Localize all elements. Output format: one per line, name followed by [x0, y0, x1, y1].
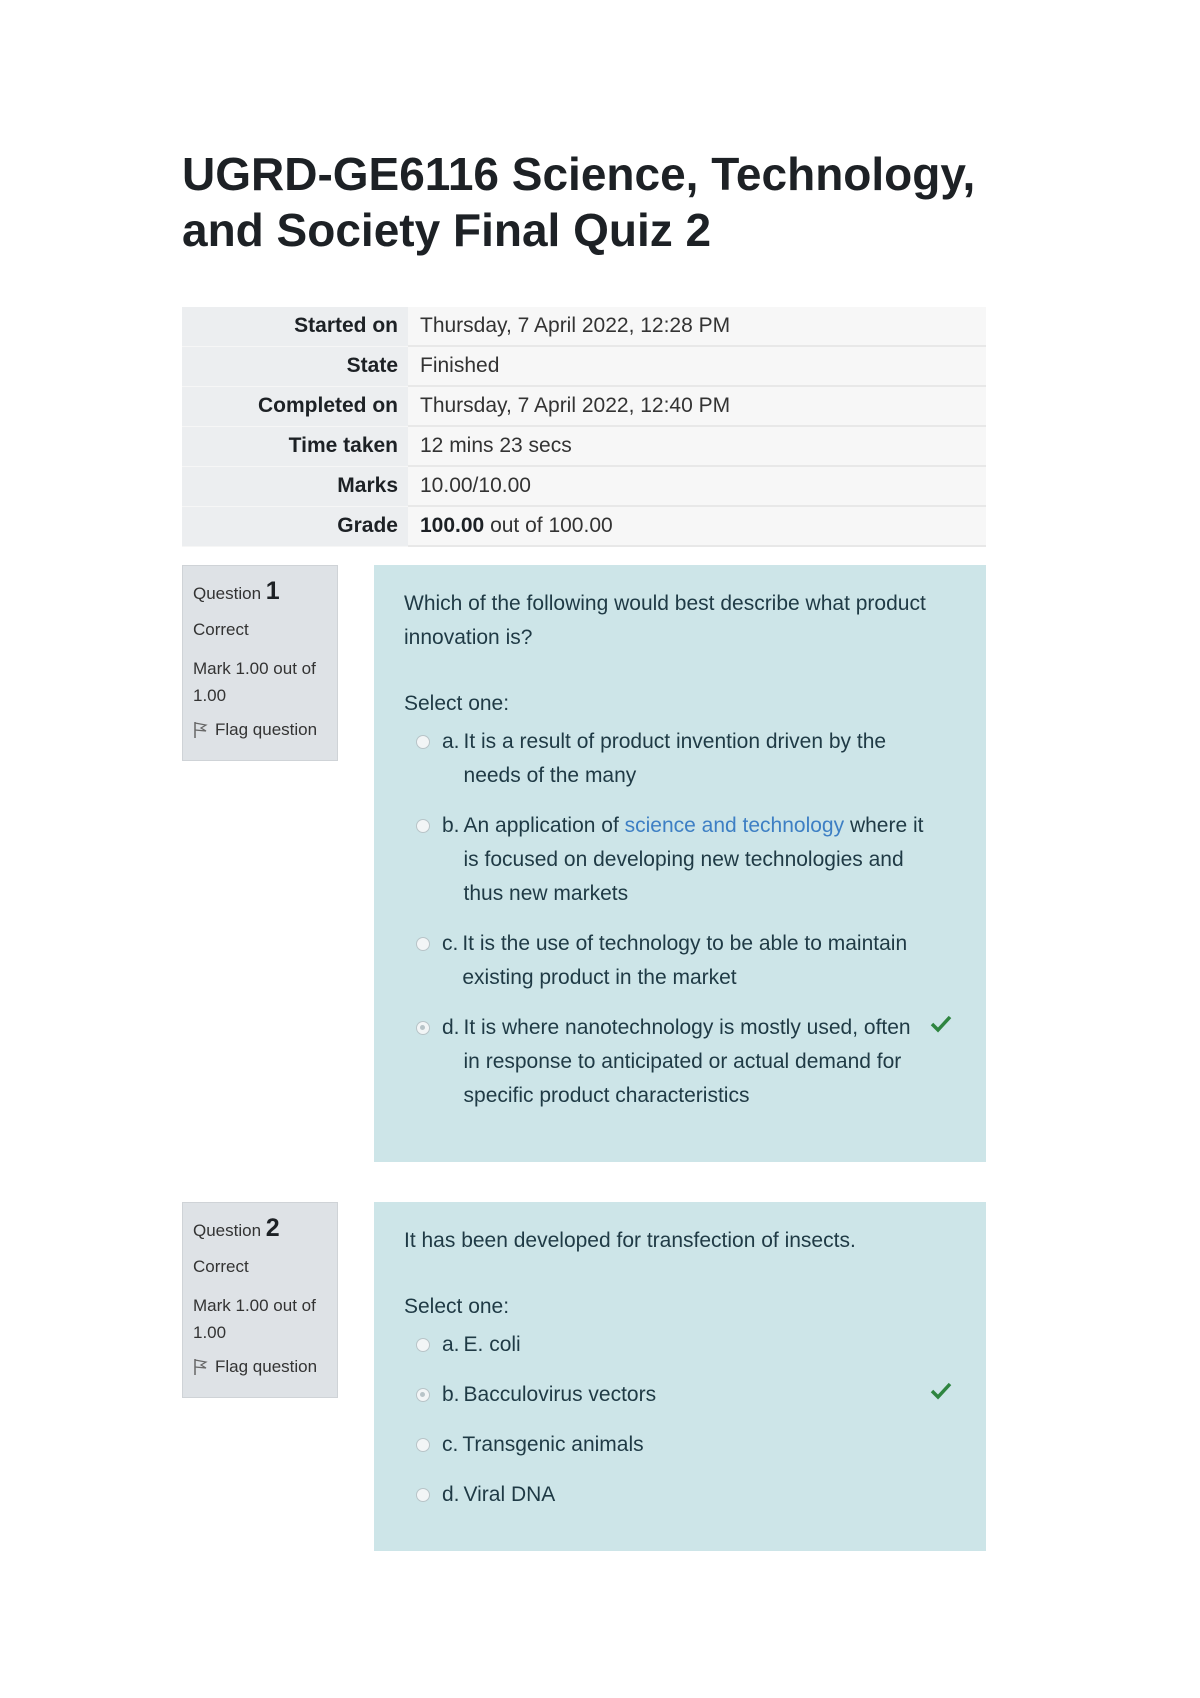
- question-number: [193, 577, 327, 605]
- option-text: E. coli: [463, 1333, 521, 1356]
- option-text: [464, 809, 956, 911]
- summary-value: 10.00/10.00: [408, 466, 986, 506]
- question-2-content: [374, 1202, 986, 1551]
- option-letter: d.: [442, 1483, 460, 1506]
- summary-label: Time taken: [182, 426, 408, 466]
- radio-icon[interactable]: [416, 735, 430, 749]
- summary-row-marks: [182, 466, 986, 506]
- question-state: Correct: [193, 1257, 249, 1276]
- question-label: Question: [193, 1221, 266, 1240]
- summary-label: Marks: [182, 466, 408, 506]
- radio-icon[interactable]: [416, 1438, 430, 1452]
- summary-value: 12 mins 23 secs: [408, 426, 986, 466]
- radio-icon[interactable]: [416, 1388, 430, 1402]
- option-text: It is where nanotechnology is mostly used, often in response to anticipated or actual demand for specific product characteristics: [463, 1016, 911, 1107]
- answer-option[interactable]: [404, 1428, 956, 1462]
- radio-icon[interactable]: [416, 1338, 430, 1352]
- page-title: UGRD-GE6116 Science, Technology, and Society Final Quiz 2: [182, 148, 976, 256]
- radio-icon[interactable]: [416, 1021, 430, 1035]
- answer-option[interactable]: [404, 725, 956, 793]
- question-grade: Mark 1.00 out of 1.00: [193, 659, 316, 705]
- summary-label: Started on: [182, 307, 408, 346]
- summary-value: Finished: [408, 346, 986, 386]
- flag-question-label: Flag question: [215, 720, 318, 739]
- option-letter: a.: [442, 1333, 460, 1356]
- answer-options: [404, 1328, 956, 1512]
- option-letter: b.: [442, 1383, 460, 1406]
- attempt-summary-table: [182, 307, 986, 547]
- option-text: Viral DNA: [463, 1483, 556, 1506]
- answer-option[interactable]: [404, 927, 956, 995]
- option-letter: b.: [442, 814, 460, 837]
- question-text: Which of the following would best describe what product innovation is?: [404, 592, 926, 649]
- question-label: Question: [193, 584, 266, 603]
- question-2-info: [182, 1202, 338, 1398]
- checkmark-icon: [930, 1015, 952, 1033]
- question-1-content: [374, 565, 986, 1162]
- flag-question-link[interactable]: [193, 719, 327, 741]
- answer-option[interactable]: [404, 1328, 956, 1362]
- summary-row-grade: [182, 506, 986, 546]
- summary-label: Grade: [182, 506, 408, 546]
- option-text: It is a result of product invention driven by the needs of the many: [463, 730, 887, 787]
- summary-row-completed: [182, 386, 986, 426]
- question-grade: Mark 1.00 out of 1.00: [193, 1296, 316, 1342]
- summary-value: [408, 506, 986, 546]
- question-state: Correct: [193, 620, 249, 639]
- radio-icon[interactable]: [416, 1488, 430, 1502]
- summary-row-state: [182, 346, 986, 386]
- option-text-part: where it is focused on developing new technologies and thus new markets: [463, 814, 924, 905]
- question-number-value: 2: [265, 1214, 280, 1242]
- answer-option[interactable]: [404, 809, 956, 911]
- summary-row-started: [182, 307, 986, 346]
- question-number-value: 1: [265, 577, 280, 605]
- flag-question-label: Flag question: [215, 1357, 318, 1376]
- summary-row-time-taken: [182, 426, 986, 466]
- select-one-prompt: Select one:: [404, 692, 510, 715]
- answer-options: [404, 725, 956, 1113]
- radio-icon[interactable]: [416, 819, 430, 833]
- option-text: It is the use of technology to be able to maintain existing product in the market: [462, 932, 908, 989]
- summary-label: State: [182, 346, 408, 386]
- option-letter: c.: [442, 1433, 459, 1456]
- option-letter: a.: [442, 730, 460, 753]
- question-text: It has been developed for transfection of insects.: [404, 1229, 856, 1252]
- answer-option-selected[interactable]: [404, 1011, 956, 1113]
- select-one-prompt: Select one:: [404, 1295, 510, 1318]
- summary-value: Thursday, 7 April 2022, 12:28 PM: [408, 307, 986, 346]
- summary-label: Completed on: [182, 386, 408, 426]
- answer-option[interactable]: [404, 1478, 956, 1512]
- option-letter: c.: [442, 932, 459, 955]
- question-number: [193, 1214, 327, 1242]
- answer-option-selected[interactable]: [404, 1378, 956, 1412]
- glossary-link[interactable]: science and technology: [624, 814, 845, 837]
- option-text: Bacculovirus vectors: [463, 1383, 657, 1406]
- radio-icon[interactable]: [416, 937, 430, 951]
- flag-icon: [193, 1358, 209, 1376]
- option-letter: d.: [442, 1016, 460, 1039]
- grade-out-of: out of 100.00: [484, 514, 613, 537]
- question-1-info: [182, 565, 338, 761]
- grade-value: 100.00: [420, 514, 485, 537]
- flag-icon: [193, 721, 209, 739]
- summary-value: Thursday, 7 April 2022, 12:40 PM: [408, 386, 986, 426]
- flag-question-link[interactable]: [193, 1356, 327, 1378]
- checkmark-icon: [930, 1382, 952, 1400]
- option-text-part: An application of: [463, 814, 625, 837]
- option-text: Transgenic animals: [462, 1433, 644, 1456]
